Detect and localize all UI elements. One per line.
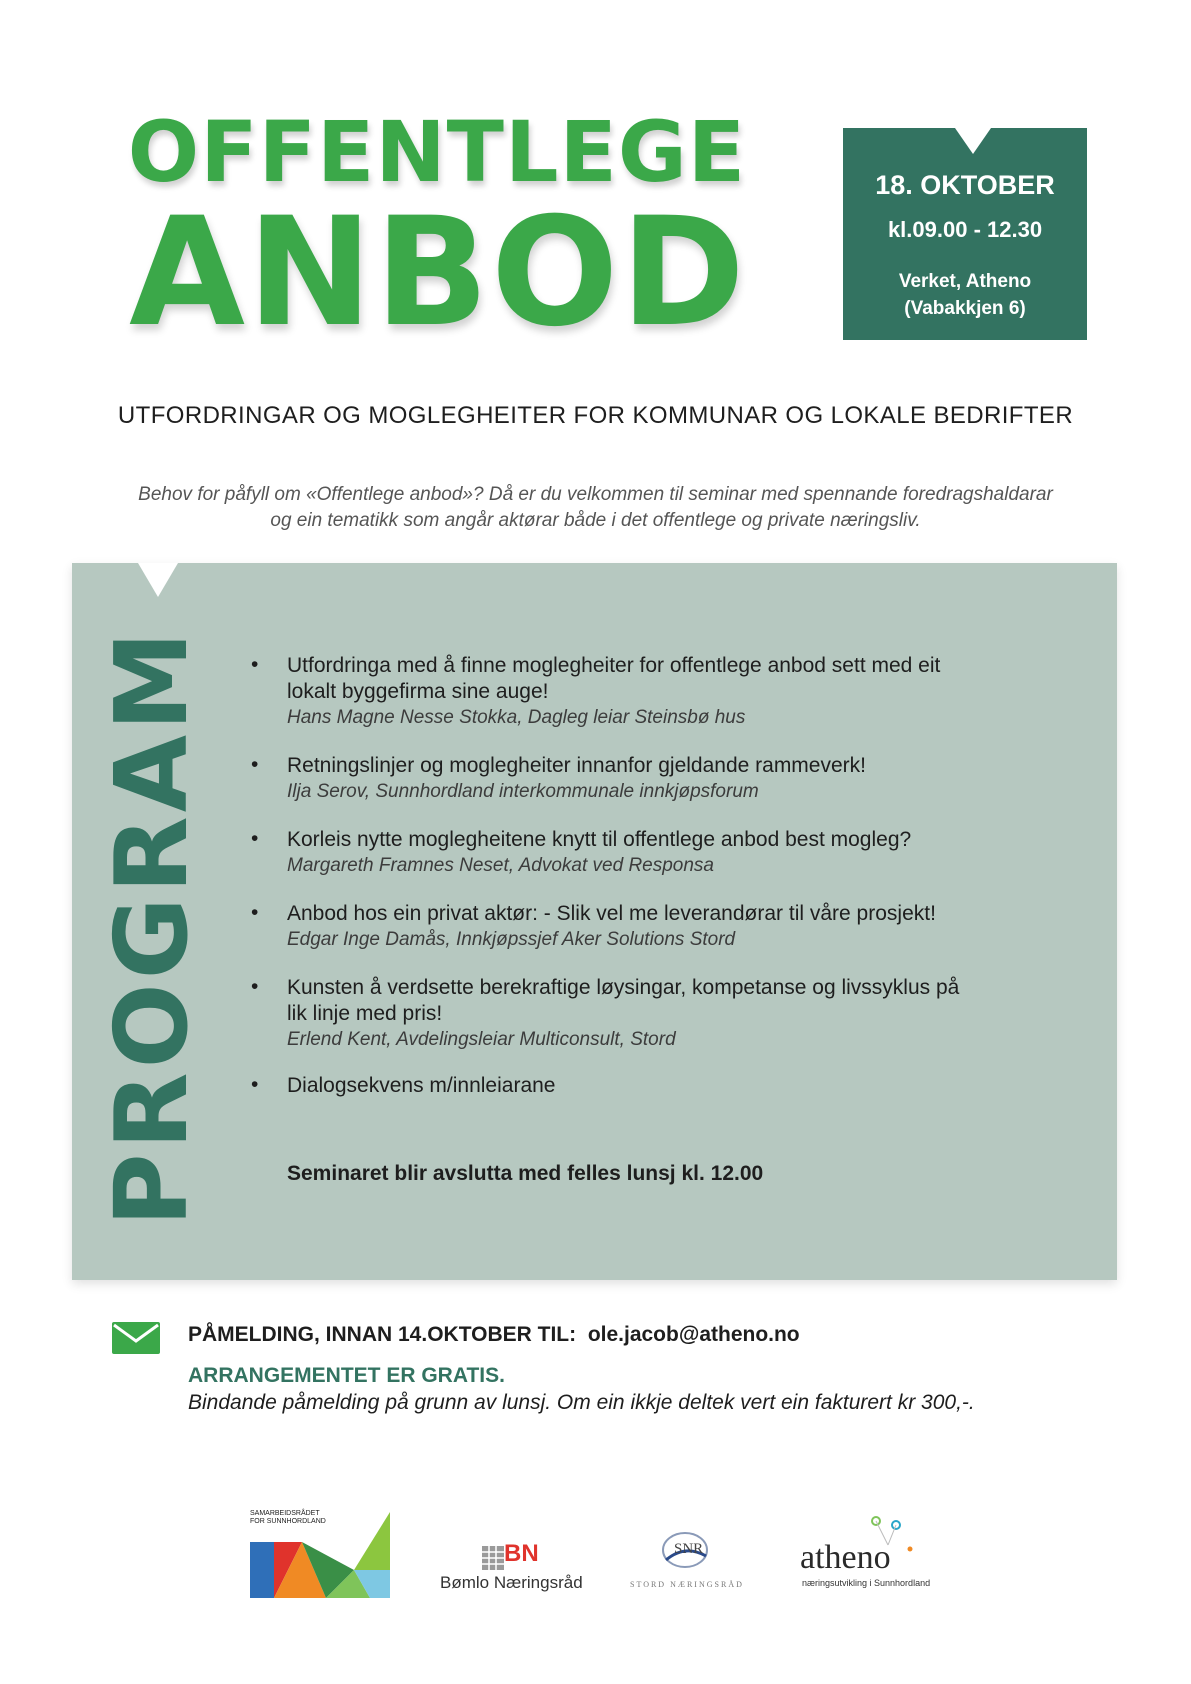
- topic-line: lokalt byggefirma sine auge!: [287, 680, 549, 703]
- envelope-icon: [112, 1322, 160, 1354]
- bullet: •: [251, 975, 259, 998]
- program-item: [251, 1073, 1027, 1099]
- atheno-logo: [800, 1515, 950, 1595]
- program-item: [251, 975, 1027, 1052]
- bomlo-mark-text: BN: [504, 1540, 539, 1567]
- topic-line: lik linje med pris!: [287, 1002, 443, 1025]
- event-venue: [843, 268, 1087, 322]
- subtitle: UTFORDRINGAR OG MOGLEGHEITER FOR KOMMUNAR OG LOKALE BEDRIFTER: [117, 402, 1074, 429]
- snr-name: STORD NÆRINGSRÅD: [630, 1580, 744, 1589]
- topic-line: Kunsten å verdsette berekraftige løysingar, kompetanse og livssyklus på: [287, 976, 960, 999]
- registration-email[interactable]: ole.jacob@atheno.no: [587, 1323, 800, 1346]
- intro-line-2: og ein tematikk som angår aktørar både i det offentlege og private næringsliv.: [270, 510, 921, 531]
- bomlo-logo: [440, 1540, 585, 1600]
- program-speaker: Margareth Framnes Neset, Advokat ved Responsa: [287, 855, 714, 876]
- registration-label: PÅMELDING, INNAN 14.OKTOBER TIL:: [188, 1323, 577, 1346]
- event-time: kl.09.00 - 12.30: [887, 217, 1043, 242]
- binding-notice: Bindande påmelding på grunn av lunsj. Om ein ikkje deltek vert ein fakturert kr 300,-.: [188, 1391, 975, 1414]
- title-line-1: OFFENTLEGE: [127, 103, 747, 201]
- event-date: 18. OKTOBER: [875, 170, 1055, 200]
- title-line-2: ANBOD: [129, 186, 747, 360]
- box-notch: [955, 128, 991, 154]
- program-topic: Anbod hos ein privat aktør: - Slik vel me leverandørar til våre prosjekt!: [287, 902, 936, 925]
- closing-note: Seminaret blir avslutta med felles lunsj kl. 12.00: [287, 1162, 764, 1185]
- intro-line-1: Behov for påfyll om «Offentlege anbod»? Då er du velkommen til seminar med spennande foredragshaldarar: [138, 484, 1053, 505]
- program-topic: [287, 653, 1027, 705]
- free-notice: ARRANGEMENTET ER GRATIS.: [188, 1364, 505, 1387]
- atheno-tagline: næringsutvikling i Sunnhordland: [802, 1578, 931, 1588]
- bullet: •: [251, 901, 259, 924]
- samarbeid-line-1: SAMARBEIDSRÅDET: [250, 1510, 320, 1517]
- venue-line-2: (Vabakkjen 6): [904, 298, 1026, 319]
- program-topic: Korleis nytte moglegheitene knytt til offentlege anbod best mogleg?: [287, 828, 912, 851]
- bomlo-name: Bømlo Næringsråd: [440, 1573, 583, 1592]
- snr-mark-text: SNR: [674, 1541, 704, 1557]
- bullet: •: [251, 1073, 259, 1096]
- samarbeidsradet-mark: [250, 1510, 390, 1598]
- program-heading-text: PROGRAM: [93, 627, 210, 1227]
- bullet: •: [251, 753, 259, 776]
- program-speaker: Ilja Serov, Sunnhordland interkommunale innkjøpsforum: [287, 781, 759, 802]
- program-speaker: Hans Magne Nesse Stokka, Dagleg leiar Steinsbø hus: [287, 707, 746, 728]
- program-speaker: Erlend Kent, Avdelingsleiar Multiconsult, Stord: [287, 1029, 676, 1050]
- samarbeid-line-2: FOR SUNNHORDLAND: [250, 1518, 326, 1525]
- samarbeidsradet-logo: [250, 1510, 390, 1598]
- venue-line-1: Verket, Atheno: [898, 271, 1032, 292]
- bullet: •: [251, 653, 259, 676]
- atheno-name: atheno: [800, 1539, 891, 1576]
- panel-notch: [138, 563, 178, 597]
- program-heading: [93, 622, 210, 1232]
- topic-line: Utfordringa med å finne moglegheiter for offentlege anbod sett med eit: [287, 654, 941, 677]
- event-info-box: [843, 128, 1087, 340]
- program-item: [251, 901, 1027, 952]
- program-item: [251, 827, 1027, 878]
- snr-logo: [630, 1530, 760, 1594]
- registration-line: [188, 1323, 800, 1347]
- program-item: [251, 653, 1027, 730]
- program-item: [251, 753, 1027, 804]
- intro-text: [100, 482, 1091, 534]
- bullet: •: [251, 827, 259, 850]
- program-topic: Retningslinjer og moglegheiter innanfor gjeldande rammeverk!: [287, 754, 866, 777]
- program-topic: [287, 975, 1027, 1027]
- program-speaker: Edgar Inge Damås, Innkjøpssjef Aker Solutions Stord: [287, 929, 736, 950]
- program-topic: Dialogsekvens m/innleiarane: [287, 1074, 556, 1097]
